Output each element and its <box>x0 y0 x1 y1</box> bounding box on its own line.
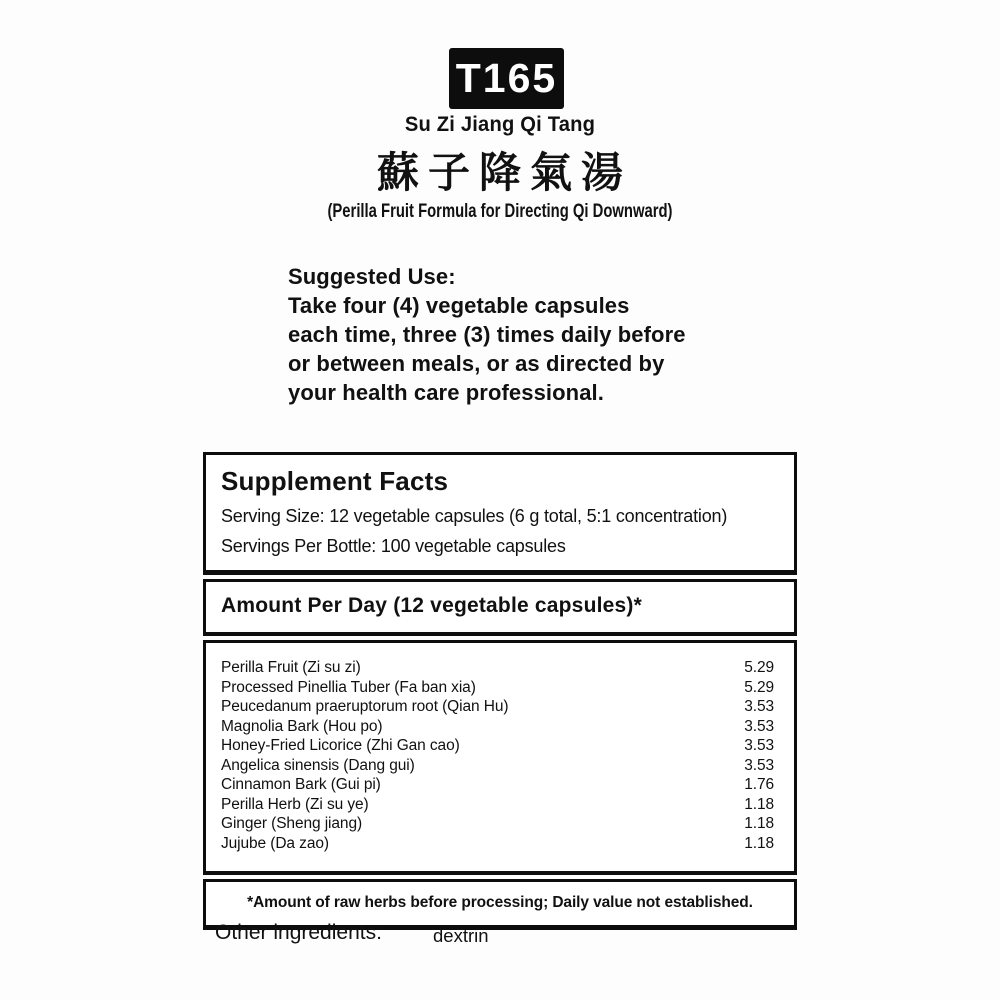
ingredient-row <box>221 658 776 678</box>
ingredient-name: Ginger (Sheng jiang) <box>221 815 363 832</box>
ingredient-amount: 1.18 <box>744 834 774 852</box>
ingredient-row <box>221 834 776 854</box>
ingredient-row <box>221 717 776 737</box>
ingredient-name: Peucedanum praeruptorum root (Qian Hu) <box>221 698 509 715</box>
ingredient-row <box>221 736 776 756</box>
ingredient-row <box>221 756 776 776</box>
amount-per-day-header: Amount Per Day (12 vegetable capsules)* <box>221 594 642 617</box>
suggested-use-line: Suggested Use: <box>288 264 456 289</box>
footnote-text: *Amount of raw herbs before processing; Daily value not established. <box>247 894 753 911</box>
suggested-use-line: your health care professional. <box>288 380 604 405</box>
product-code-badge <box>449 48 564 109</box>
ingredient-name: Processed Pinellia Tuber (Fa ban xia) <box>221 678 476 696</box>
ingredient-name: Angelica sinensis (Dang gui) <box>221 756 415 774</box>
supplement-facts-header-box <box>203 452 797 575</box>
product-english-name: (Perilla Fruit Formula for Directing Qi Downward) <box>327 201 673 222</box>
suggested-use-line: Take four (4) vegetable capsules <box>288 293 630 318</box>
other-ingredients-label: Other ingredients: <box>215 921 382 944</box>
ingredient-name: Cinnamon Bark (Gui pi) <box>221 776 381 793</box>
ingredient-name: Honey-Fried Licorice (Zhi Gan cao) <box>221 737 460 754</box>
ingredient-amount: 3.53 <box>744 717 774 735</box>
ingredient-row <box>221 678 776 698</box>
suggested-use-line: each time, three (3) times daily before <box>288 322 686 347</box>
ingredient-name: Perilla Herb (Zi su ye) <box>221 795 369 813</box>
ingredient-row <box>221 775 776 795</box>
product-code: T165 <box>455 55 558 101</box>
servings-per-bottle-line: Servings Per Bottle: 100 vegetable capsules <box>221 536 566 556</box>
other-ingredients-line <box>215 921 775 945</box>
ingredient-amount: 5.29 <box>744 659 774 676</box>
ingredient-name: Perilla Fruit (Zi su zi) <box>221 659 361 676</box>
ingredient-amount: 5.29 <box>744 678 774 696</box>
ingredient-amount: 3.53 <box>744 698 774 715</box>
supplement-facts-panel <box>203 452 797 930</box>
ingredient-name: Jujube (Da zao) <box>221 834 329 852</box>
ingredient-amount: 3.53 <box>744 737 774 754</box>
other-ingredients-value: dextrin <box>433 925 489 946</box>
ingredient-amount: 1.18 <box>744 795 774 813</box>
supplement-facts-title: Supplement Facts <box>221 466 449 496</box>
ingredient-row <box>221 697 776 717</box>
ingredient-name: Magnolia Bark (Hou po) <box>221 717 383 735</box>
ingredient-amount: 1.76 <box>744 776 774 793</box>
ingredients-list <box>221 658 776 853</box>
suggested-use-block <box>288 262 728 407</box>
ingredient-amount: 3.53 <box>744 756 774 774</box>
ingredient-row <box>221 795 776 815</box>
ingredients-box <box>203 640 797 875</box>
product-pinyin-name: Su Zi Jiang Qi Tang <box>404 113 596 136</box>
ingredient-row <box>221 814 776 834</box>
ingredient-amount: 1.18 <box>744 815 774 832</box>
amount-per-day-box <box>203 579 797 636</box>
suggested-use-line: or between meals, or as directed by <box>288 351 665 376</box>
serving-size-line: Serving Size: 12 vegetable capsules (6 g total, 5:1 concentration) <box>221 506 728 526</box>
product-chinese-name: 蘇子降氣湯 <box>376 148 632 197</box>
